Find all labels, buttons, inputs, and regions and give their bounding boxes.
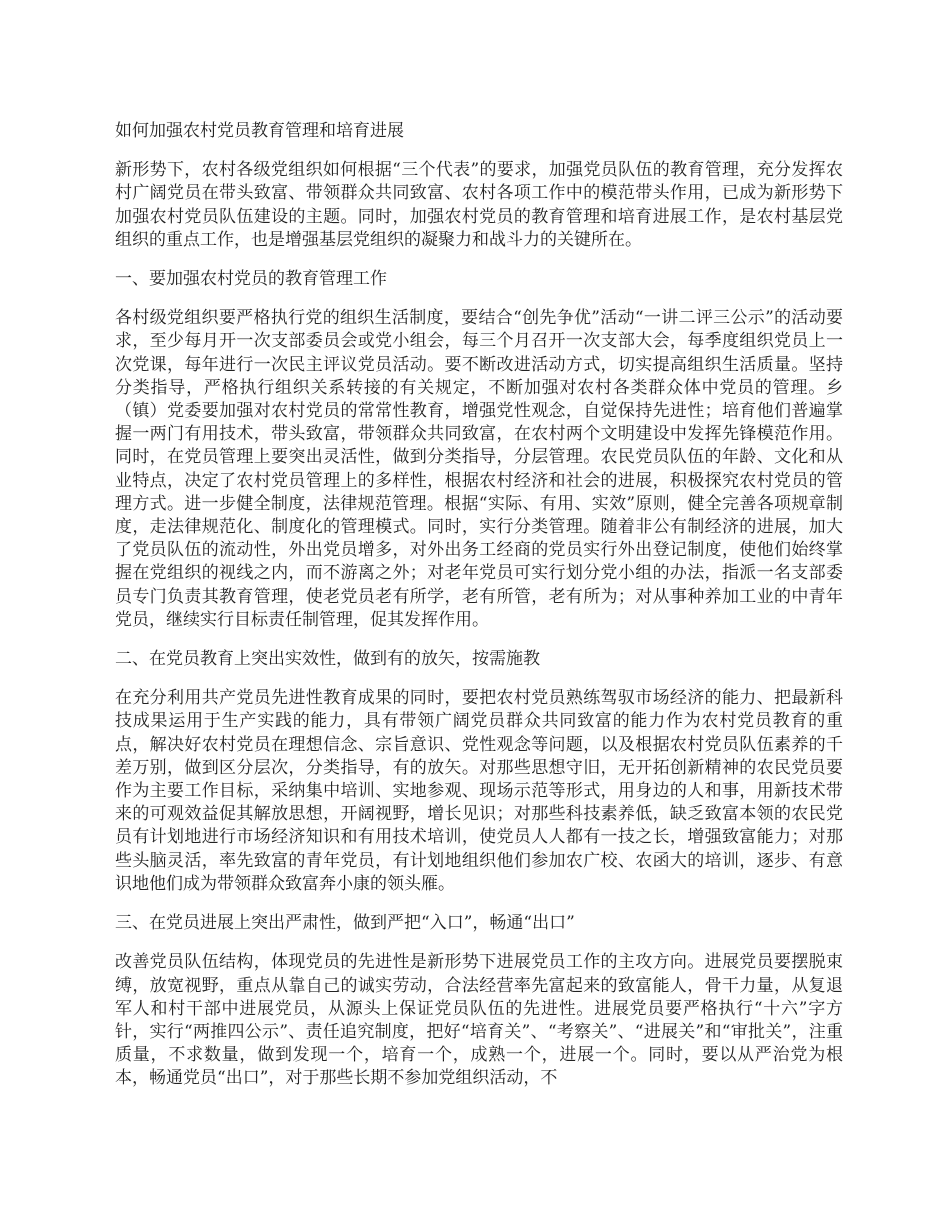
section-3-body: 改善党员队伍结构，体现党员的先进性是新形势下进展党员工作的主攻方向。进展党员要摆脱束缚，放宽视野，重点从靠自己的诚实劳动，合法经营率先富起来的致富能人，骨干力量，从复退军人和村干部中进展党员，从源头上保证党员队伍的先进性。进展党员要严格执行“十六”字方针，实行“两推四公示”、责任追究制度，把好“培育关”、“考察关”、“进展关”和“审批关”，注重质量，不求数量，做到发现一个，培育一个，成熟一个，进展一个。同时，要以从严治党为根本，畅通党员“出口”，对于那些长期不参加党组织活动，不 bbox=[115, 952, 843, 1089]
section-2-heading: 二、在党员教育上突出实效性，做到有的放矢，按需施教 bbox=[115, 649, 540, 670]
section-3-heading: 三、在党员进展上突出严肃性，做到严把“入口”，畅通“出口” bbox=[115, 913, 575, 934]
intro-paragraph: 新形势下，农村各级党组织如何根据“三个代表”的要求，加强党员队伍的教育管理，充分发挥农村广阔党员在带头致富、带领群众共同致富、农村各项工作中的模范带头作用，已成为新形势下加强农村党员队伍建设的主题。同时，加强农村党员的教育管理和培育进展工作，是农村基层党组织的重点工作，也是增强基层党组织的凝聚力和战斗力的关键所在。 bbox=[115, 160, 843, 250]
document-title: 如何加强农村党员教育管理和培育进展 bbox=[115, 121, 404, 141]
section-1-heading: 一、要加强农村党员的教育管理工作 bbox=[115, 269, 387, 290]
section-2-body: 在充分利用共产党员先进性教育成果的同时，要把农村党员熟练驾驭市场经济的能力、把最新科技成果运用于生产实践的能力，具有带领广阔党员群众共同致富的能力作为农村党员教育的重点，解决好农村党员在理想信念、宗旨意识、党性观念等问题，以及根据农村党员队伍素养的千差万别，做到区分层次，分类指导，有的放矢。对那些思想守旧，无开拓创新精神的农民党员要作为主要工作目标，采纳集中培训、实地参观、现场示范等形式，用身边的人和事，用新技术带来的可观效益促其解放思想，开阔视野，增长见识；对那些科技素养低，缺乏致富本领的农民党员有计划地进行市场经济知识和有用技术培训，使党员人人都有一技之长，增强致富能力；对那些头脑灵活，率先致富的青年党员，有计划地组织他们参加农广校、农函大的培训，逐步、有意识地他们成为带领群众致富奔小康的领头雁。 bbox=[115, 688, 843, 894]
document-page bbox=[115, 120, 843, 1107]
section-1-body: 各村级党组织要严格执行党的组织生活制度，要结合“创先争优”活动“一讲二评三公示”的活动要求，至少每月开一次支部委员会或党小组会，每三个月召开一次支部大会，每季度组织党员上一次党课，每年进行一次民主评议党员活动。要不断改进活动方式，切实提高组织生活质量。坚持分类指导，严格执行组织关系转接的有关规定，不断加强对农村各类群众体中党员的管理。乡（镇）党委要加强对农村党员的常常性教育，增强党性观念，自觉保持先进性；培育他们普遍掌握一两门有用技术，带头致富，带领群众共同致富，在农村两个文明建设中发挥先锋模范作用。同时，在党员管理上要突出灵活性，做到分类指导，分层管理。农民党员队伍的年龄、文化和从业特点，决定了农村党员管理上的多样性，根据农村经济和社会的进展，积极探究农村党员的管理方式。进一步健全制度，法律规范管理。根据“实际、有用、实效”原则，健全完善各项规章制度，走法律规范化、制度化的管理模式。同时，实行分类管理。随着非公有制经济的进展，加大了党员队伍的流动性，外出党员增多，对外出务工经商的党员实行外出登记制度，使他们始终掌握在党组织的视线之内，而不游离之外；对老年党员可实行划分党小组的办法，指派一名支部委员专门负责其教育管理，使老党员老有所学，老有所管，老有所为；对从事种养加工业的中青年党员，继续实行目标责任制管理，促其发挥作用。 bbox=[115, 308, 843, 630]
